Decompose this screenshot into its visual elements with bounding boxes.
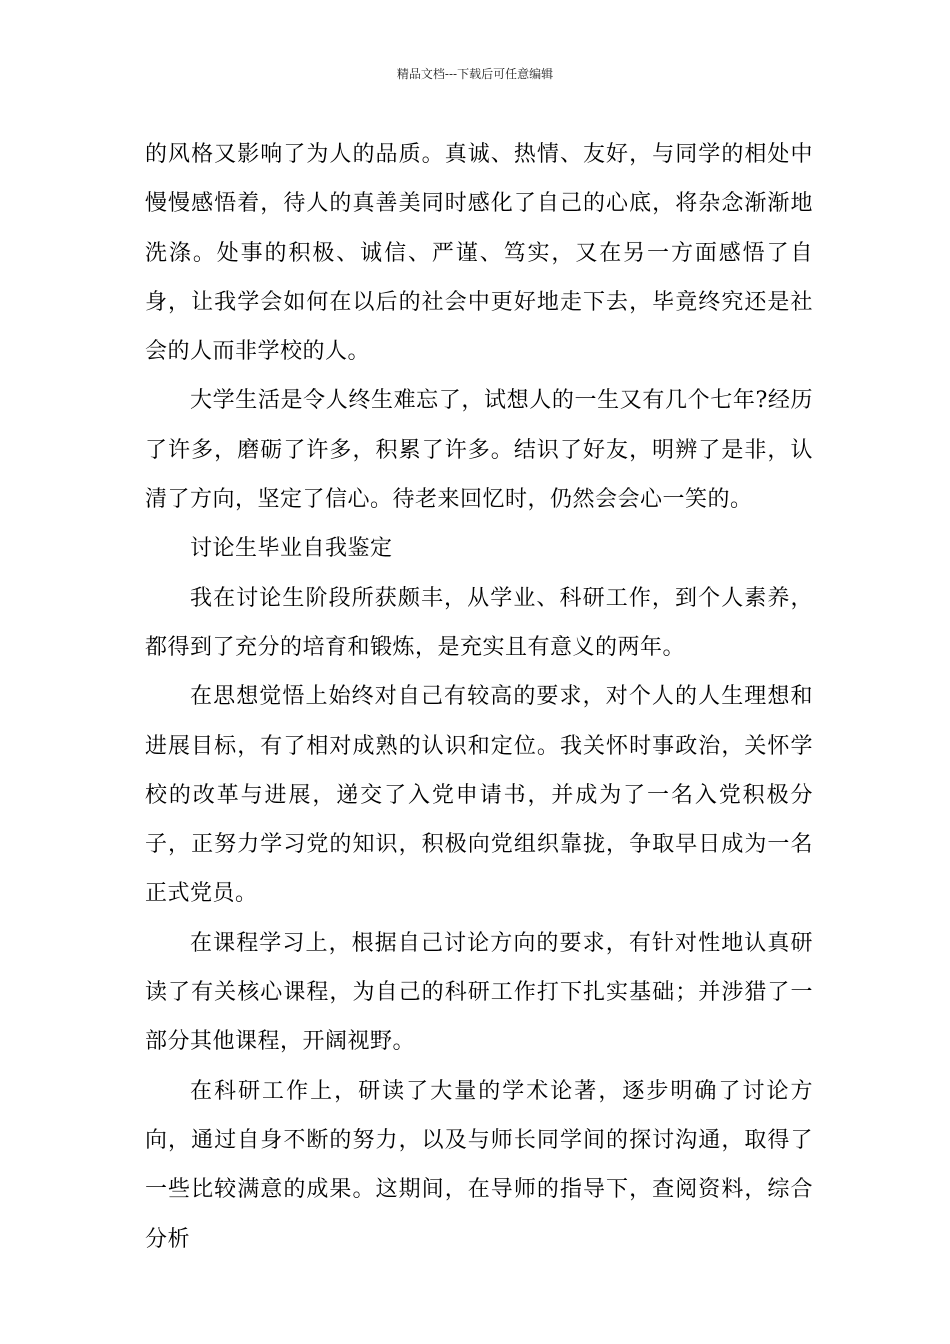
paragraph-4: 在思想觉悟上始终对自己有较高的要求，对个人的人生理想和进展目标，有了相对成熟的认识和定位。我关怀时事政治，关怀学校的改革与进展，递交了入党申请书，并成为了一名入党积极分子，正努力学习党的知识，积极向党组织靠拢，争取早日成为一名正式党员。 [145,684,813,907]
paragraph-5: 在课程学习上，根据自己讨论方向的要求，有针对性地认真研读了有关核心课程，为自己的科研工作打下扎实基础；并涉猎了一部分其他课程，开阔视野。 [145,930,813,1055]
document-body [145,130,813,1264]
paragraph-3: 我在讨论生阶段所获颇丰，从学业、科研工作，到个人素养，都得到了充分的培育和锻炼，是充实且有意义的两年。 [145,585,813,660]
paragraph-6: 在科研工作上，研读了大量的学术论著，逐步明确了讨论方向，通过自身不断的努力，以及与师长同学间的探讨沟通，取得了一些比较满意的成果。这期间，在导师的指导下，查阅资料，综合分析 [145,1078,813,1252]
paragraph-1: 的风格又影响了为人的品质。真诚、热情、友好，与同学的相处中慢慢感悟着，待人的真善美同时感化了自己的心底，将杂念渐渐地洗涤。处事的积极、诚信、严谨、笃实，又在另一方面感悟了自身，让我学会如何在以后的社会中更好地走下去，毕竟终究还是社会的人而非学校的人。 [145,142,813,365]
section-heading: 讨论生毕业自我鉴定 [190,536,393,562]
page-header: 精品文档---下载后可任意编辑 [396,67,554,81]
paragraph-2: 大学生活是令人终生难忘了，试想人的一生又有几个七年?经历了许多，磨砺了许多，积累了许多。结识了好友，明辨了是非，认清了方向，坚定了信心。待老来回忆时，仍然会会心一笑的。 [145,388,813,513]
